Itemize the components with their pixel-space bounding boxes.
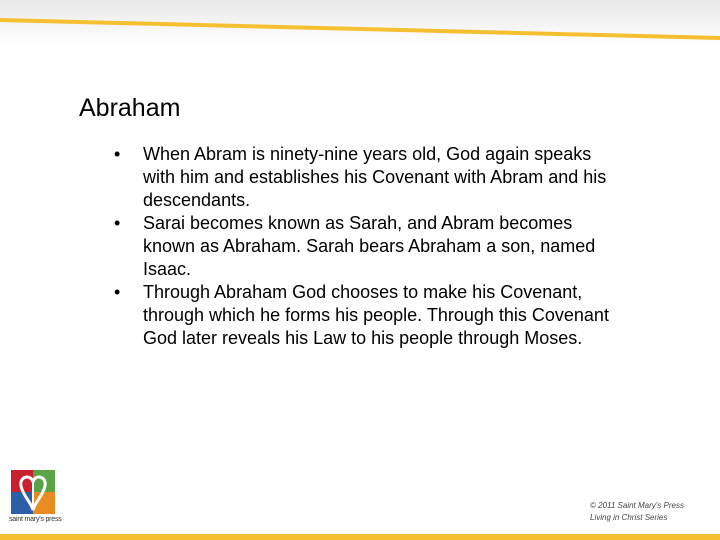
header-accent-line: [0, 0, 720, 44]
footer-accent-bar: [0, 534, 720, 540]
copyright-line: © 2011 Saint Mary's Press: [590, 501, 684, 510]
publisher-logo-text: saint mary's press: [9, 516, 62, 523]
bullet-item: [114, 281, 614, 350]
bullet-list: [114, 143, 614, 350]
bullet-text: Through Abraham God chooses to make his Covenant, through which he forms his people. Through this Covenant God later reveals his Law to his people through Moses.: [143, 282, 609, 348]
bullet-text: Sarai becomes known as Sarah, and Abram becomes known as Abraham. Sarah bears Abraham a son, named Isaac.: [143, 213, 596, 279]
bullet-text: When Abram is ninety-nine years old, God again speaks with him and establishes his Covenant with Abram and his descendants.: [143, 144, 607, 210]
bullet-marker: •: [114, 282, 121, 302]
slide-title: Abraham: [79, 94, 181, 122]
bullet-marker: •: [114, 213, 121, 233]
bullet-item: [114, 143, 614, 212]
bullet-item: [114, 212, 614, 281]
bullet-marker: •: [114, 144, 121, 164]
copyright-block: [590, 500, 710, 524]
series-line: Living in Christ Series: [590, 513, 668, 522]
